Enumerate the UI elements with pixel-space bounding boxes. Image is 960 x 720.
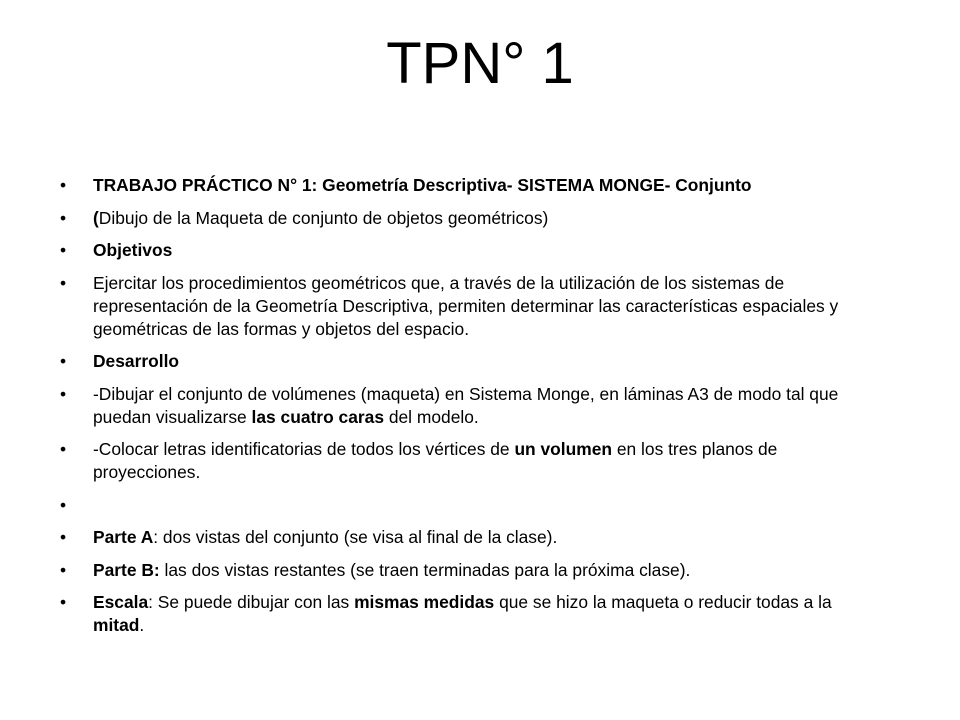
bullet-text-run: en los tres planos de proyecciones. bbox=[93, 439, 778, 482]
bullet-text bbox=[93, 526, 880, 549]
bullet-item bbox=[60, 438, 880, 484]
bullet-item bbox=[60, 559, 880, 582]
bullet-marker: • bbox=[60, 527, 67, 547]
bullet-marker: • bbox=[60, 559, 67, 580]
bullet-text-bold: las cuatro caras bbox=[251, 406, 384, 427]
bullet-text bbox=[93, 350, 880, 373]
bullet-list bbox=[60, 174, 880, 647]
slide-title: TPN° 1 bbox=[386, 31, 574, 96]
bullet-item bbox=[60, 239, 880, 262]
bullet-text bbox=[93, 591, 880, 637]
bullet-text bbox=[93, 438, 880, 484]
bullet-text bbox=[93, 383, 880, 429]
bullet-item bbox=[60, 591, 880, 637]
bullet-text-bold: Parte A bbox=[93, 527, 154, 547]
bullet-item bbox=[60, 272, 880, 341]
bullet-marker: • bbox=[60, 351, 67, 371]
bullet-text-run: Ejercitar los procedimientos geométricos que, a través de la utilización de los sistemas de representación de la Geometría Descriptiva, permiten determinar las características espaciales y geométricas de las formas y objetos del espacio. bbox=[93, 272, 839, 339]
bullet-marker: • bbox=[60, 240, 67, 260]
bullet-marker: • bbox=[60, 207, 67, 228]
bullet-item bbox=[60, 494, 880, 517]
bullet-item bbox=[60, 207, 880, 230]
bullet-marker: • bbox=[60, 592, 67, 612]
bullet-item bbox=[60, 526, 880, 549]
bullet-text-bold: Escala bbox=[93, 592, 149, 612]
bullet-text-run: . bbox=[139, 615, 145, 635]
bullet-marker: • bbox=[60, 175, 67, 195]
bullet-item bbox=[60, 350, 880, 373]
bullet-text-bold: Objetivos bbox=[93, 240, 173, 260]
bullet-text-run: Dibujo de la Maqueta de conjunto de objetos geométricos) bbox=[98, 207, 549, 228]
bullet-marker: • bbox=[60, 494, 67, 515]
bullet-text-run: : Se puede dibujar con las bbox=[148, 592, 355, 612]
bullet-text-run: : dos vistas del conjunto (se visa al final de la clase). bbox=[153, 527, 558, 547]
bullet-item bbox=[60, 174, 880, 197]
bullet-text-bold: un volumen bbox=[514, 439, 613, 459]
bullet-marker: • bbox=[60, 272, 67, 293]
bullet-text bbox=[93, 174, 880, 197]
bullet-text-bold: Parte B: bbox=[93, 559, 160, 580]
bullet-text bbox=[93, 207, 880, 230]
bullet-marker: • bbox=[60, 439, 67, 459]
bullet-text-run: que se hizo la maqueta o reducir todas a la bbox=[494, 592, 832, 612]
bullet-text-bold: TRABAJO PRÁCTICO N° 1: Geometría Descriptiva- SISTEMA MONGE- Conjunto bbox=[93, 175, 752, 195]
bullet-text-bold: Desarrollo bbox=[93, 351, 180, 371]
bullet-text-run: -Dibujar el conjunto de volúmenes (maqueta) en Sistema Monge, en láminas A3 de modo tal que puedan visualizarse bbox=[93, 383, 839, 427]
bullet-text-bold: mismas medidas bbox=[354, 592, 495, 612]
bullet-text-run: -Colocar letras identificatorias de todos los vértices de bbox=[93, 439, 515, 459]
bullet-text bbox=[93, 272, 880, 341]
bullet-text-bold: ( bbox=[93, 207, 99, 228]
bullet-text-run: del modelo. bbox=[384, 406, 479, 427]
bullet-text bbox=[93, 239, 880, 262]
bullet-text-run: las dos vistas restantes (se traen terminadas para la próxima clase). bbox=[159, 559, 691, 580]
bullet-marker: • bbox=[60, 383, 67, 404]
bullet-text bbox=[93, 559, 880, 582]
bullet-text-bold: mitad bbox=[93, 615, 140, 635]
bullet-item bbox=[60, 383, 880, 429]
